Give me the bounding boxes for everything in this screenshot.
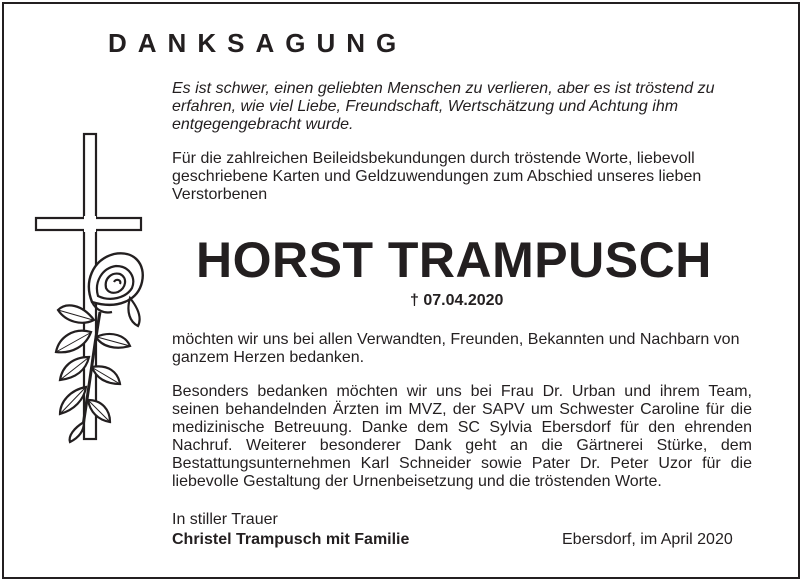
condolences-paragraph: Für die zahlreichen Beileidsbekundungen durch tröstende Worte, liebevoll geschriebene Karten und Geldzuwendungen zum Abschied unseres lieben Verstorbenen (172, 150, 702, 203)
thanks-paragraph: möchten wir uns bei allen Verwandten, Freunden, Bekannten und Nachbarn von ganzem Herzen bedanken. (172, 331, 740, 366)
notice-heading: DANKSAGUNG (108, 28, 408, 58)
intro-paragraph: Es ist schwer, einen geliebten Menschen zu verlieren, aber es ist tröstend zu erfahren, wie viel Liebe, Freundschaft, Wertschätzung und Achtung ihm entgegengebracht wurde. (172, 80, 715, 133)
special-thanks-paragraph: Besonders bedanken möchten wir uns bei Frau Dr. Urban und ihrem Team, seinen behandelnden Ärzten im MVZ, der SAPV um Schwester Caroline für die medizinische Betreuung. Danke dem SC Sylvia Ebersdorf für den ehrenden Nachruf. Weiterer besonderer Dank geht an die Gärtnerei Stürke, dem Bestattungsunternehmen Karl Schneider sowie Pater Dr. Peter Uzor für die liebevolle Gestaltung der Urnenbeisetzung und die tröstenden Worte. (172, 383, 752, 490)
place-and-date: Ebersdorf, im April 2020 (562, 531, 733, 548)
deceased-name: HORST TRAMPUSCH (196, 232, 712, 288)
cross-with-rose-icon (34, 132, 154, 444)
death-date: † 07.04.2020 (410, 292, 504, 309)
signature-name: Christel Trampusch mit Familie (172, 531, 410, 548)
signature-intro: In stiller Trauer (172, 511, 278, 528)
